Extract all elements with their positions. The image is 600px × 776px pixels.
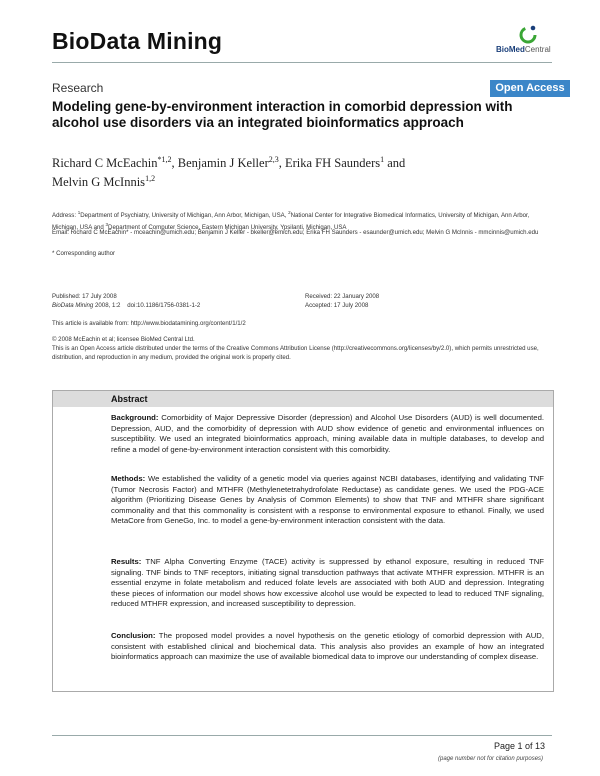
- accepted-date: Accepted: 17 July 2008: [305, 302, 369, 309]
- author-affiliation-sup: 1: [380, 155, 385, 164]
- address-label: Address:: [52, 212, 78, 220]
- abstract-background: [111, 413, 544, 455]
- biomedcentral-logo: [496, 24, 566, 54]
- abstract-section-label: Background:: [111, 413, 159, 422]
- abstract-section-label: Methods:: [111, 474, 146, 483]
- author-name: Erika FH Saunders: [284, 156, 381, 171]
- citation-details: 2008, 1:2 doi:10.1186/1756-0381-1-2: [93, 302, 201, 309]
- abstract-section-label: Conclusion:: [111, 631, 156, 640]
- affiliation-text: National Center for Integrative Biomedical Informatics, University of Michigan, Ann Arbor, Michigan, USA and: [52, 212, 530, 232]
- license-text: This is an Open Access article distributed under the terms of the Creative Commons Attribution License (http://creativecommons.org/licenses/by/2.0), which permits unrestricted use, distribution, and reproduction in any medium, provided the original work is properly cited.: [52, 345, 539, 361]
- footer-rule: [52, 735, 552, 736]
- abstract-section-text: Comorbidity of Major Depressive Disorder (depression) and Alcohol Use Disorders (AUD) is well documented. Depression, AUD, and the comorbidity of depression with AUD show evidence of genetic and environmental influences on susceptibility. We used an integrated bioinformatics approach, mining available data in multiple databases, to develop and refine a model of gene-by-environment interaction consistent with this comorbidity.: [111, 413, 544, 454]
- author-emails: Email: Richard C McEachin* - mceachin@umich.edu; Benjamin J Keller - bkeller@emich.edu; Erika FH Saunders - esaunder@umich.edu; Melvin G McInnis - mmcinnis@umich.edu: [52, 229, 539, 236]
- received-accepted: [305, 292, 545, 310]
- abstract-methods: [111, 474, 544, 527]
- received-date: Received: 22 January 2008: [305, 293, 380, 300]
- article-title: Modeling gene-by-environment interaction in comorbid depression with alcohol use disorders via an integrated bioinformatics approach: [52, 99, 513, 130]
- author-affiliation-sup: 1,2: [145, 174, 156, 184]
- author-name: Melvin G McInnis: [52, 175, 146, 190]
- open-access-badge: Open Access: [490, 80, 570, 97]
- author-separator: ,: [171, 156, 178, 171]
- logo-brand: BioMed: [496, 45, 525, 54]
- author-separator: ,: [278, 156, 285, 171]
- citation: [52, 301, 292, 310]
- affiliation-text: Department of Psychiatry, University of Michigan, Ann Arbor, Michigan, USA,: [80, 212, 289, 220]
- citation-journal: BioData Mining: [52, 302, 94, 309]
- copyright-block: [52, 335, 557, 362]
- author-separator: and: [384, 156, 406, 171]
- abstract-results: [111, 557, 544, 610]
- abstract-section-text: TNF Alpha Converting Enzyme (TACE) activity is suppressed by ethanol exposure, resulting in reduced TNF signaling. TNF binds to TNF receptors, initiating signal transduction pathways that activate MTHFR expression. MTHFR is an essential enzyme in folate metabolism and reduced folate levels are associated with both AUD and depression. Integrating these pieces of information our model shows how excessive alcohol use would be expected to lead to reduced TNF signaling, reduced MTHFR expression, and increased susceptibility to depression.: [111, 557, 544, 609]
- affiliation-sup: 3: [105, 222, 109, 228]
- published-date: Published: 17 July 2008: [52, 293, 117, 300]
- author-list: [52, 152, 552, 190]
- author-name: Richard C McEachin: [52, 156, 158, 171]
- author-name: Benjamin J Keller: [177, 156, 269, 171]
- abstract-section-label: Results:: [111, 557, 142, 566]
- abstract-conclusion: [111, 631, 544, 663]
- abstract-section-text: We established the validity of a genetic model via queries against NCBI databases, identifying and validating TNF (Tumor Necrosis Factor) and MTHFR (Methylenetetrahydrofolate Reductase) as candidate genes. We used the PDG-ACE algorithm (Prioritizing Disease Genes by Analysis of Common Elements) to show that TNF and MTHFR share significant commonality and that this commonality is consistent with a response to environmental exposure to ethanol. Finally, we used MetaCore from GeneGo, Inc. to model a gene-by-environment interaction consistent with the data.: [111, 474, 544, 526]
- journal-title: BioData Mining: [52, 28, 223, 54]
- article-type: Research: [52, 81, 104, 95]
- publication-info: [52, 292, 292, 310]
- affiliation-sup: 1: [77, 210, 81, 215]
- logo-mark-icon: [518, 24, 538, 44]
- header-rule: [52, 62, 552, 63]
- affiliation-sup: 2: [288, 210, 291, 215]
- corresponding-author-note: * Corresponding author: [52, 250, 116, 257]
- abstract-box: [52, 390, 554, 692]
- author-affiliation-sup: *1,2: [157, 155, 172, 164]
- logo-text: [496, 45, 551, 54]
- availability-url[interactable]: This article is available from: http://www.biodatamining.org/content/1/1/2: [52, 320, 246, 327]
- page-number-note: (page number not for citation purposes): [438, 756, 544, 762]
- affiliation-text: Department of Computer Science, Eastern Michigan University, Ypsilanti, Michigan, USA: [108, 224, 347, 232]
- abstract-section-text: The proposed model provides a novel hypothesis on the genetic etiology of comorbid depression with AUD, consistent with established clinical and biochemical data. This analysis also provides an example of how an integrated bioinformatics approach can maximize the use of available biomedical data to improve our understanding of complex disease.: [111, 631, 544, 662]
- logo-suffix: Central: [524, 45, 551, 54]
- copyright-line: © 2008 McEachin et al; licensee BioMed Central Ltd.: [52, 336, 195, 343]
- abstract-heading: Abstract: [53, 391, 553, 407]
- author-affiliation-sup: 2,3: [268, 155, 279, 164]
- page-number: Page 1 of 13: [494, 741, 546, 751]
